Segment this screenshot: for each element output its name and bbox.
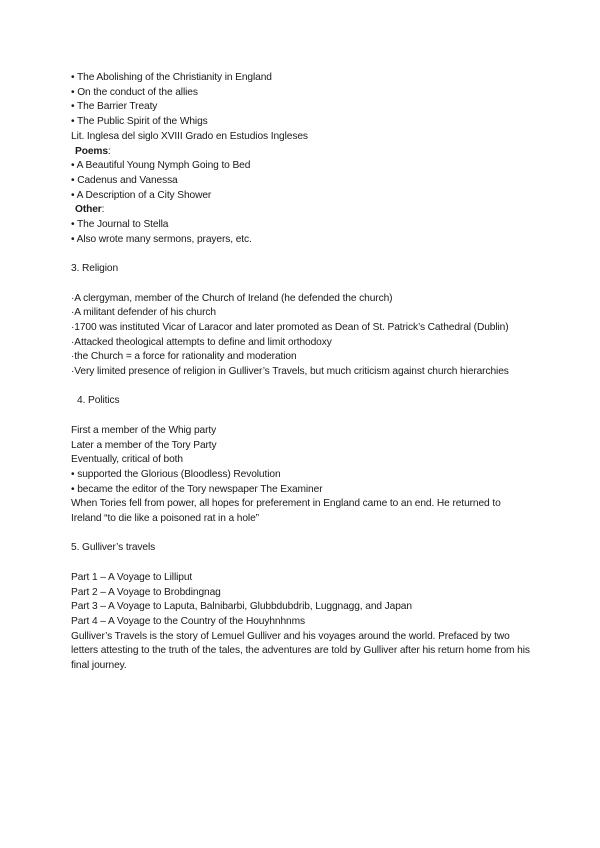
works-item: • On the conduct of the allies [71,86,198,98]
politics-line: • became the editor of the Tory newspaper The Examiner [71,483,323,495]
poems-item: • Cadenus and Vanessa [71,174,178,186]
other-heading-colon: : [101,204,105,216]
gullivers-part: Part 2 – A Voyage to Brobdingnag [71,586,221,598]
works-item: • The Barrier Treaty [71,101,158,113]
politics-line: First a member of the Whig party [71,424,217,436]
spacer [71,380,531,395]
other-heading: Other [75,204,102,216]
gullivers-part: Part 3 – A Voyage to Laputa, Balnibarbi, Glubbdubdrib, Luggnagg, and Japan [71,601,412,613]
document-body [71,71,531,674]
politics-line: When Tories fell from power, all hopes for preferement in England came to an end. He returned to Ireland “to die like a poisoned rat in a hole” [71,498,501,525]
gullivers-heading: 5. Gulliver’s travels [71,542,156,554]
gullivers-part: Part 1 – A Voyage to Lilliput [71,571,193,583]
poems-heading: Poems [75,145,108,157]
spacer [71,556,531,571]
running-header: Lit. Inglesa del siglo XVIII Grado en Estudios Ingleses [71,130,308,142]
politics-line: Later a member of the Tory Party [71,439,217,451]
religion-line: ·Very limited presence of religion in Gulliver’s Travels, but much criticism against church hierarchies [71,366,509,378]
poems-heading-colon: : [107,145,111,157]
religion-line: ·the Church = a force for rationality and moderation [71,351,297,363]
religion-line: ·1700 was instituted Vicar of Laracor and later promoted as Dean of St. Patrick’s Cathedral (Dublin) [71,321,509,333]
religion-line: ·A militant defender of his church [71,307,216,319]
poems-item: • A Beautiful Young Nymph Going to Bed [71,160,251,172]
other-item: • The Journal to Stella [71,219,169,231]
gullivers-part: Part 4 – A Voyage to the Country of the Houyhnhnms [71,615,305,627]
religion-heading: 3. Religion [71,263,119,275]
works-item: • The Public Spirit of the Whigs [71,116,208,128]
spacer [71,527,531,542]
poems-item: • A Description of a City Shower [71,189,212,201]
other-item: • Also wrote many sermons, prayers, etc. [71,233,252,245]
spacer [71,409,531,424]
spacer [71,277,531,292]
politics-heading: 4. Politics [77,395,120,407]
spacer [71,247,531,262]
politics-line: • supported the Glorious (Bloodless) Revolution [71,468,281,480]
religion-line: ·Attacked theological attempts to define and limit orthodoxy [71,336,332,348]
poems-heading-line [71,145,531,160]
gullivers-summary: Gulliver’s Travels is the story of Lemuel Gulliver and his voyages around the world. Prefaced by two letters attesting to the truth of the tales, the adventures are told by Gulliver after his return home from his final journey. [71,630,530,672]
religion-line: ·A clergyman, member of the Church of Ireland (he defended the church) [71,292,393,304]
politics-line: Eventually, critical of both [71,454,183,466]
other-heading-line [71,203,531,218]
works-item: • The Abolishing of the Christianity in England [71,72,272,83]
